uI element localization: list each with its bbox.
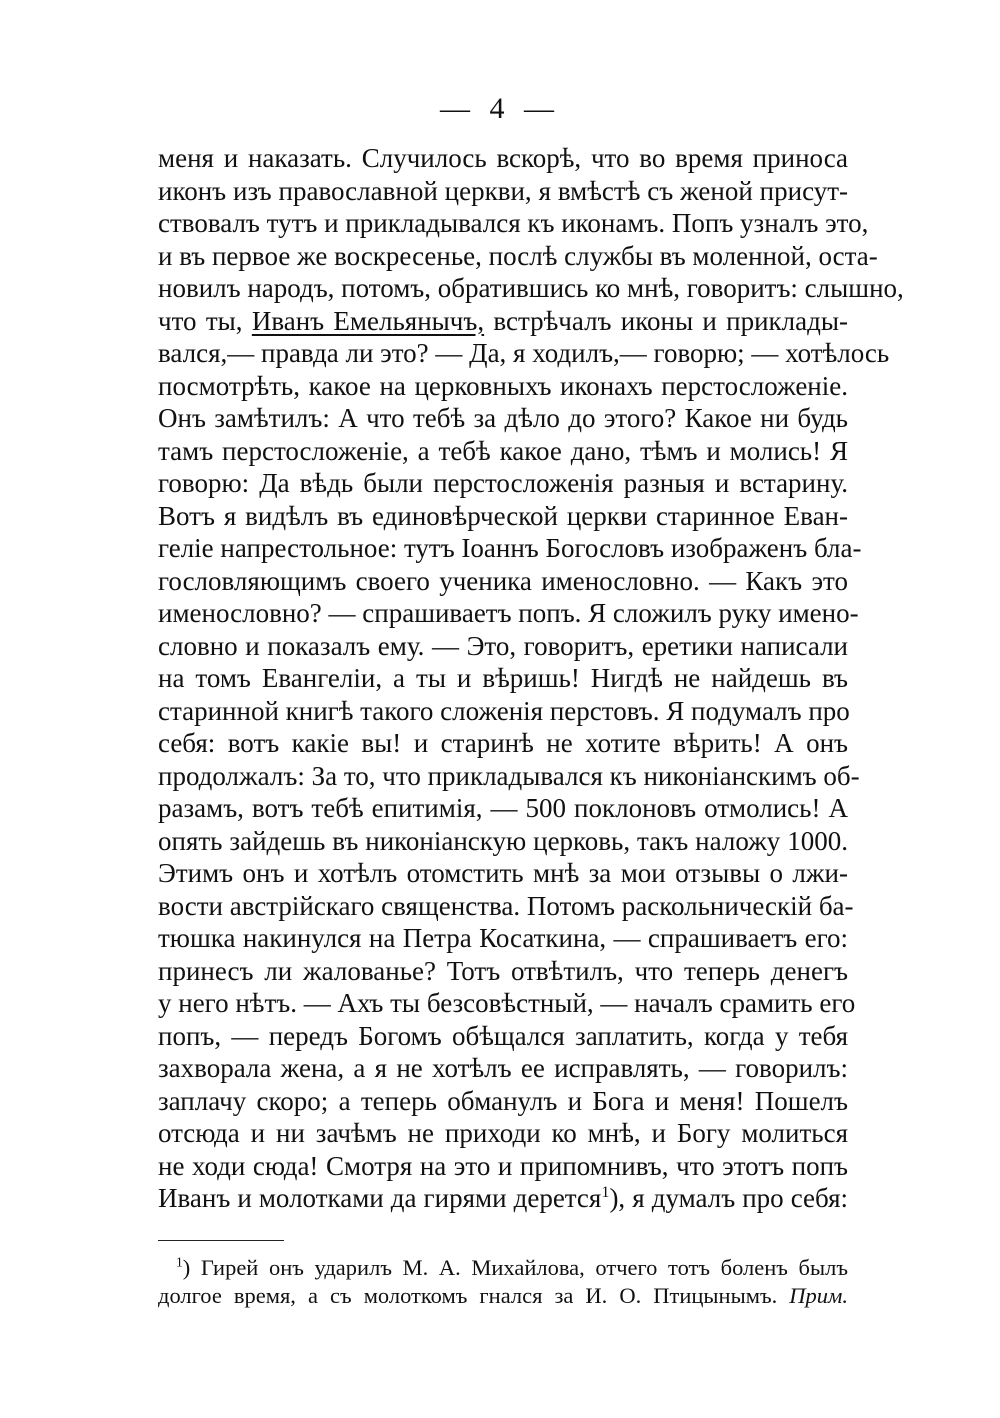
footnote-marker: 1 — [176, 1254, 183, 1270]
footnote-text: долгое время, а съ молоткомъ гнался за И. О. Птицынымъ. — [158, 1283, 778, 1308]
footnote-note-label: Прим. — [789, 1283, 849, 1308]
text-line: себя: вотъ какіе вы! и старинѣ не хотите вѣрить! А онъ — [158, 728, 848, 758]
text-line: новилъ народъ, потомъ, обратившись ко мнѣ, говоритъ: слышно, — [158, 273, 904, 303]
text-line: Вотъ я видѣлъ въ единовѣрческой церкви старинное Еван- — [158, 500, 848, 531]
text-line: старинной книгѣ такого сложенія перстовъ. Я подумалъ про — [158, 695, 850, 726]
footnote-reference: 1 — [601, 1183, 610, 1201]
text-line: попъ, — передъ Богомъ обѣщался заплатить, когда у тебя — [158, 1020, 848, 1051]
text-line: на томъ Евангеліи, а ты и вѣришь! Нигдѣ не найдешь въ — [158, 663, 848, 693]
text-line: гословляющимъ своего ученика именословно. — Какъ это — [158, 565, 848, 596]
text-line: принесъ ли жалованье? Тотъ отвѣтилъ, что теперь денегъ — [158, 955, 848, 986]
text-line: разамъ, вотъ тебѣ епитимія, — 500 поклоновъ отмолись! А — [158, 793, 848, 823]
text-line: посмотрѣть, какое на церковныхъ иконахъ перстосложеніе. — [158, 370, 848, 401]
text-line: тюшка накинулся на Петра Косаткина, — спрашиваетъ его: — [158, 923, 848, 953]
page-number: — 4 — — [440, 92, 560, 125]
footnote-line — [158, 1254, 848, 1282]
text-line: тамъ перстосложеніе, а тебѣ какое дано, тѣмъ и молись! Я — [158, 435, 848, 466]
text-line: и въ первое же воскресенье, послѣ службы въ моленной, оста- — [158, 240, 878, 271]
underlined-name: Иванъ Емельянычъ, — [251, 305, 485, 336]
text-line: заплачу скоро; а теперь обманулъ и Бога и меня! Пошелъ — [158, 1085, 848, 1116]
text-line: именословно? — спрашиваетъ попъ. Я сложилъ руку имено- — [158, 598, 859, 628]
text-fragment: встрѣчалъ иконы и приклады- — [484, 305, 849, 336]
text-fragment: Иванъ и молотками да гирями дерется — [158, 1183, 602, 1213]
text-line — [158, 1182, 848, 1215]
body-text — [158, 142, 904, 1215]
text-line: меня и наказать. Случилось вскорѣ, что во время приноса — [158, 143, 848, 173]
text-fragment: что ты, — [158, 305, 252, 336]
text-line: Онъ замѣтилъ: А что тебѣ за дѣло до этого? Какое ни будь — [158, 403, 848, 433]
footnote — [158, 1254, 848, 1310]
footnote-line — [158, 1282, 848, 1310]
text-line: иконъ изъ православной церкви, я вмѣстѣ съ женой присут- — [158, 175, 848, 206]
text-line: опять зайдешь въ никоніанскую церковь, такъ наложу 1000. — [158, 825, 848, 856]
text-line: говорю: Да вѣдь были перстосложенія разныя и встарину. — [158, 468, 848, 498]
text-line: у него нѣтъ. — Ахъ ты безсовѣстный, — началъ срамить его — [158, 988, 856, 1018]
text-line: Этимъ онъ и хотѣлъ отомстить мнѣ за мои отзывы о лжи- — [158, 858, 848, 888]
text-line: геліе напрестольное: тутъ Іоаннъ Богословъ изображенъ бла- — [158, 533, 862, 563]
text-line: продолжалъ: За то, что прикладывался къ никоніанскимъ об- — [158, 760, 860, 791]
text-line: ствовалъ тутъ и прикладывался къ иконамъ. Попъ узналъ это, — [158, 208, 869, 238]
text-line: словно и показалъ ему. — Это, говоритъ, еретики написали — [158, 630, 848, 661]
text-line: вался,— правда ли это? — Да, я ходилъ,— говорю; — хотѣлось — [158, 338, 890, 368]
text-line: вости австрійскаго священства. Потомъ раскольническій ба- — [158, 890, 854, 921]
footnote-text: ) Гирей онъ ударилъ М. А. Михайлова, отчего тотъ боленъ былъ — [182, 1255, 848, 1280]
text-line — [158, 305, 848, 338]
footnote-divider — [158, 1240, 284, 1241]
text-line: захворала жена, а я не хотѣлъ ее исправлять, — говорилъ: — [158, 1053, 848, 1083]
text-line: отсюда и ни зачѣмъ не приходи ко мнѣ, и Богу молиться — [158, 1118, 848, 1148]
text-fragment: ), я думалъ про себя: — [609, 1183, 848, 1213]
text-line: не ходи сюда! Смотря на это и припомнивъ, что этотъ попъ — [158, 1150, 848, 1181]
